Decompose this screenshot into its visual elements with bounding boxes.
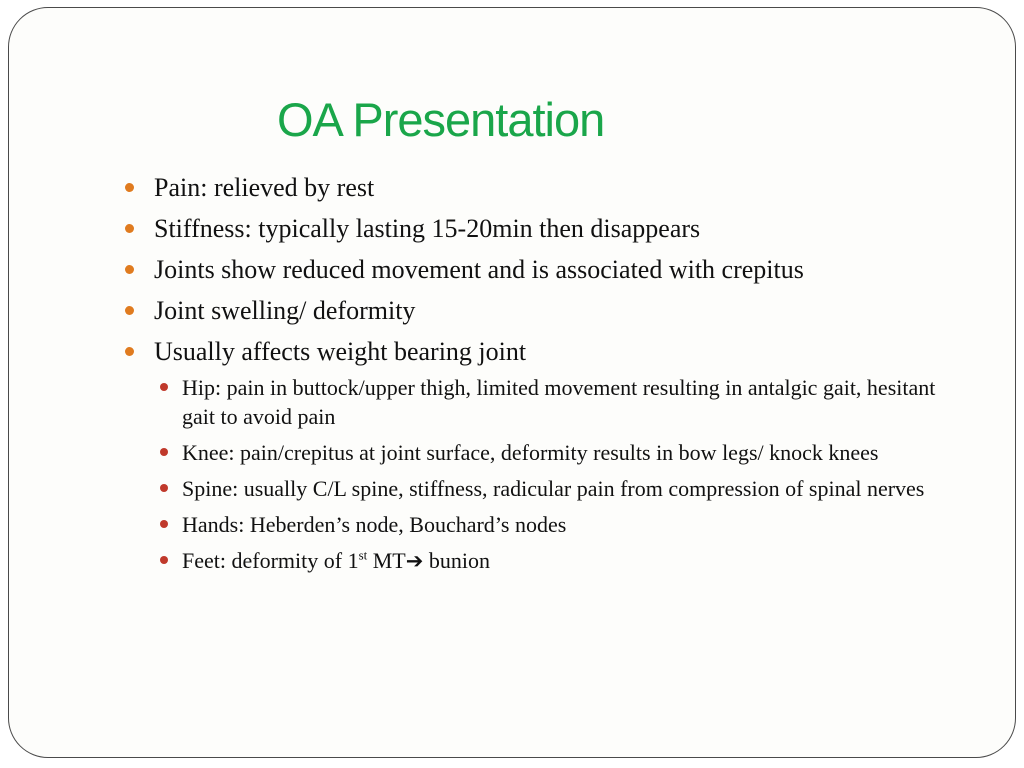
sub-bullet-text: Spine: usually C/L spine, stiffness, radicular pain from compression of spinal nerves (182, 476, 925, 501)
ordinal-superscript: st (358, 547, 368, 563)
bullet-text: Joint swelling/ deformity (154, 296, 416, 325)
sub-bullet-item-hands (160, 510, 955, 539)
sub-bullet-text: Hip: pain in buttock/upper thigh, limited movement resulting in antalgic gait, hesitant gait to avoid pain (182, 375, 936, 429)
bullet-text: Joints show reduced movement and is associated with crepitus (154, 255, 804, 284)
sub-bullet-item-spine (160, 474, 955, 503)
sub-bullet-text: Knee: pain/crepitus at joint surface, deformity results in bow legs/ knock knees (182, 440, 879, 465)
bullet-item-joints-movement (125, 254, 955, 286)
sub-bullet-text-prefix: Feet: deformity of 1 (182, 548, 359, 573)
bullet-list (125, 172, 955, 585)
sub-bullet-marker-icon (160, 484, 168, 492)
sub-bullet-list (154, 373, 955, 576)
bullet-text: Stiffness: typically lasting 15-20min then disappears (154, 214, 701, 243)
bullet-marker-icon (125, 224, 134, 233)
slide-frame (8, 7, 1016, 758)
bullet-item-weight-bearing (125, 336, 955, 576)
bullet-text: Usually affects weight bearing joint (154, 337, 527, 366)
sub-bullet-marker-icon (160, 520, 168, 528)
sub-bullet-marker-icon (160, 383, 168, 391)
sub-bullet-item-feet (160, 546, 955, 576)
bullet-marker-icon (125, 183, 134, 192)
bullet-marker-icon (125, 347, 134, 356)
right-arrow-icon: ➔ (405, 549, 424, 573)
bullet-marker-icon (125, 306, 134, 315)
sub-bullet-marker-icon (160, 556, 168, 564)
bullet-marker-icon (125, 265, 134, 274)
bullet-item-swelling (125, 295, 955, 327)
sub-bullet-text: Hands: Heberden’s node, Bouchard’s nodes (182, 512, 567, 537)
bullet-item-stiffness (125, 213, 955, 245)
sub-bullet-item-knee (160, 438, 955, 467)
bullet-item-pain (125, 172, 955, 204)
sub-bullet-item-hip (160, 373, 955, 431)
slide-title: OA Presentation (277, 93, 605, 146)
sub-bullet-text-middle: MT (367, 548, 406, 573)
sub-bullet-text-suffix: bunion (423, 548, 490, 573)
bullet-text: Pain: relieved by rest (154, 173, 375, 202)
sub-bullet-marker-icon (160, 448, 168, 456)
